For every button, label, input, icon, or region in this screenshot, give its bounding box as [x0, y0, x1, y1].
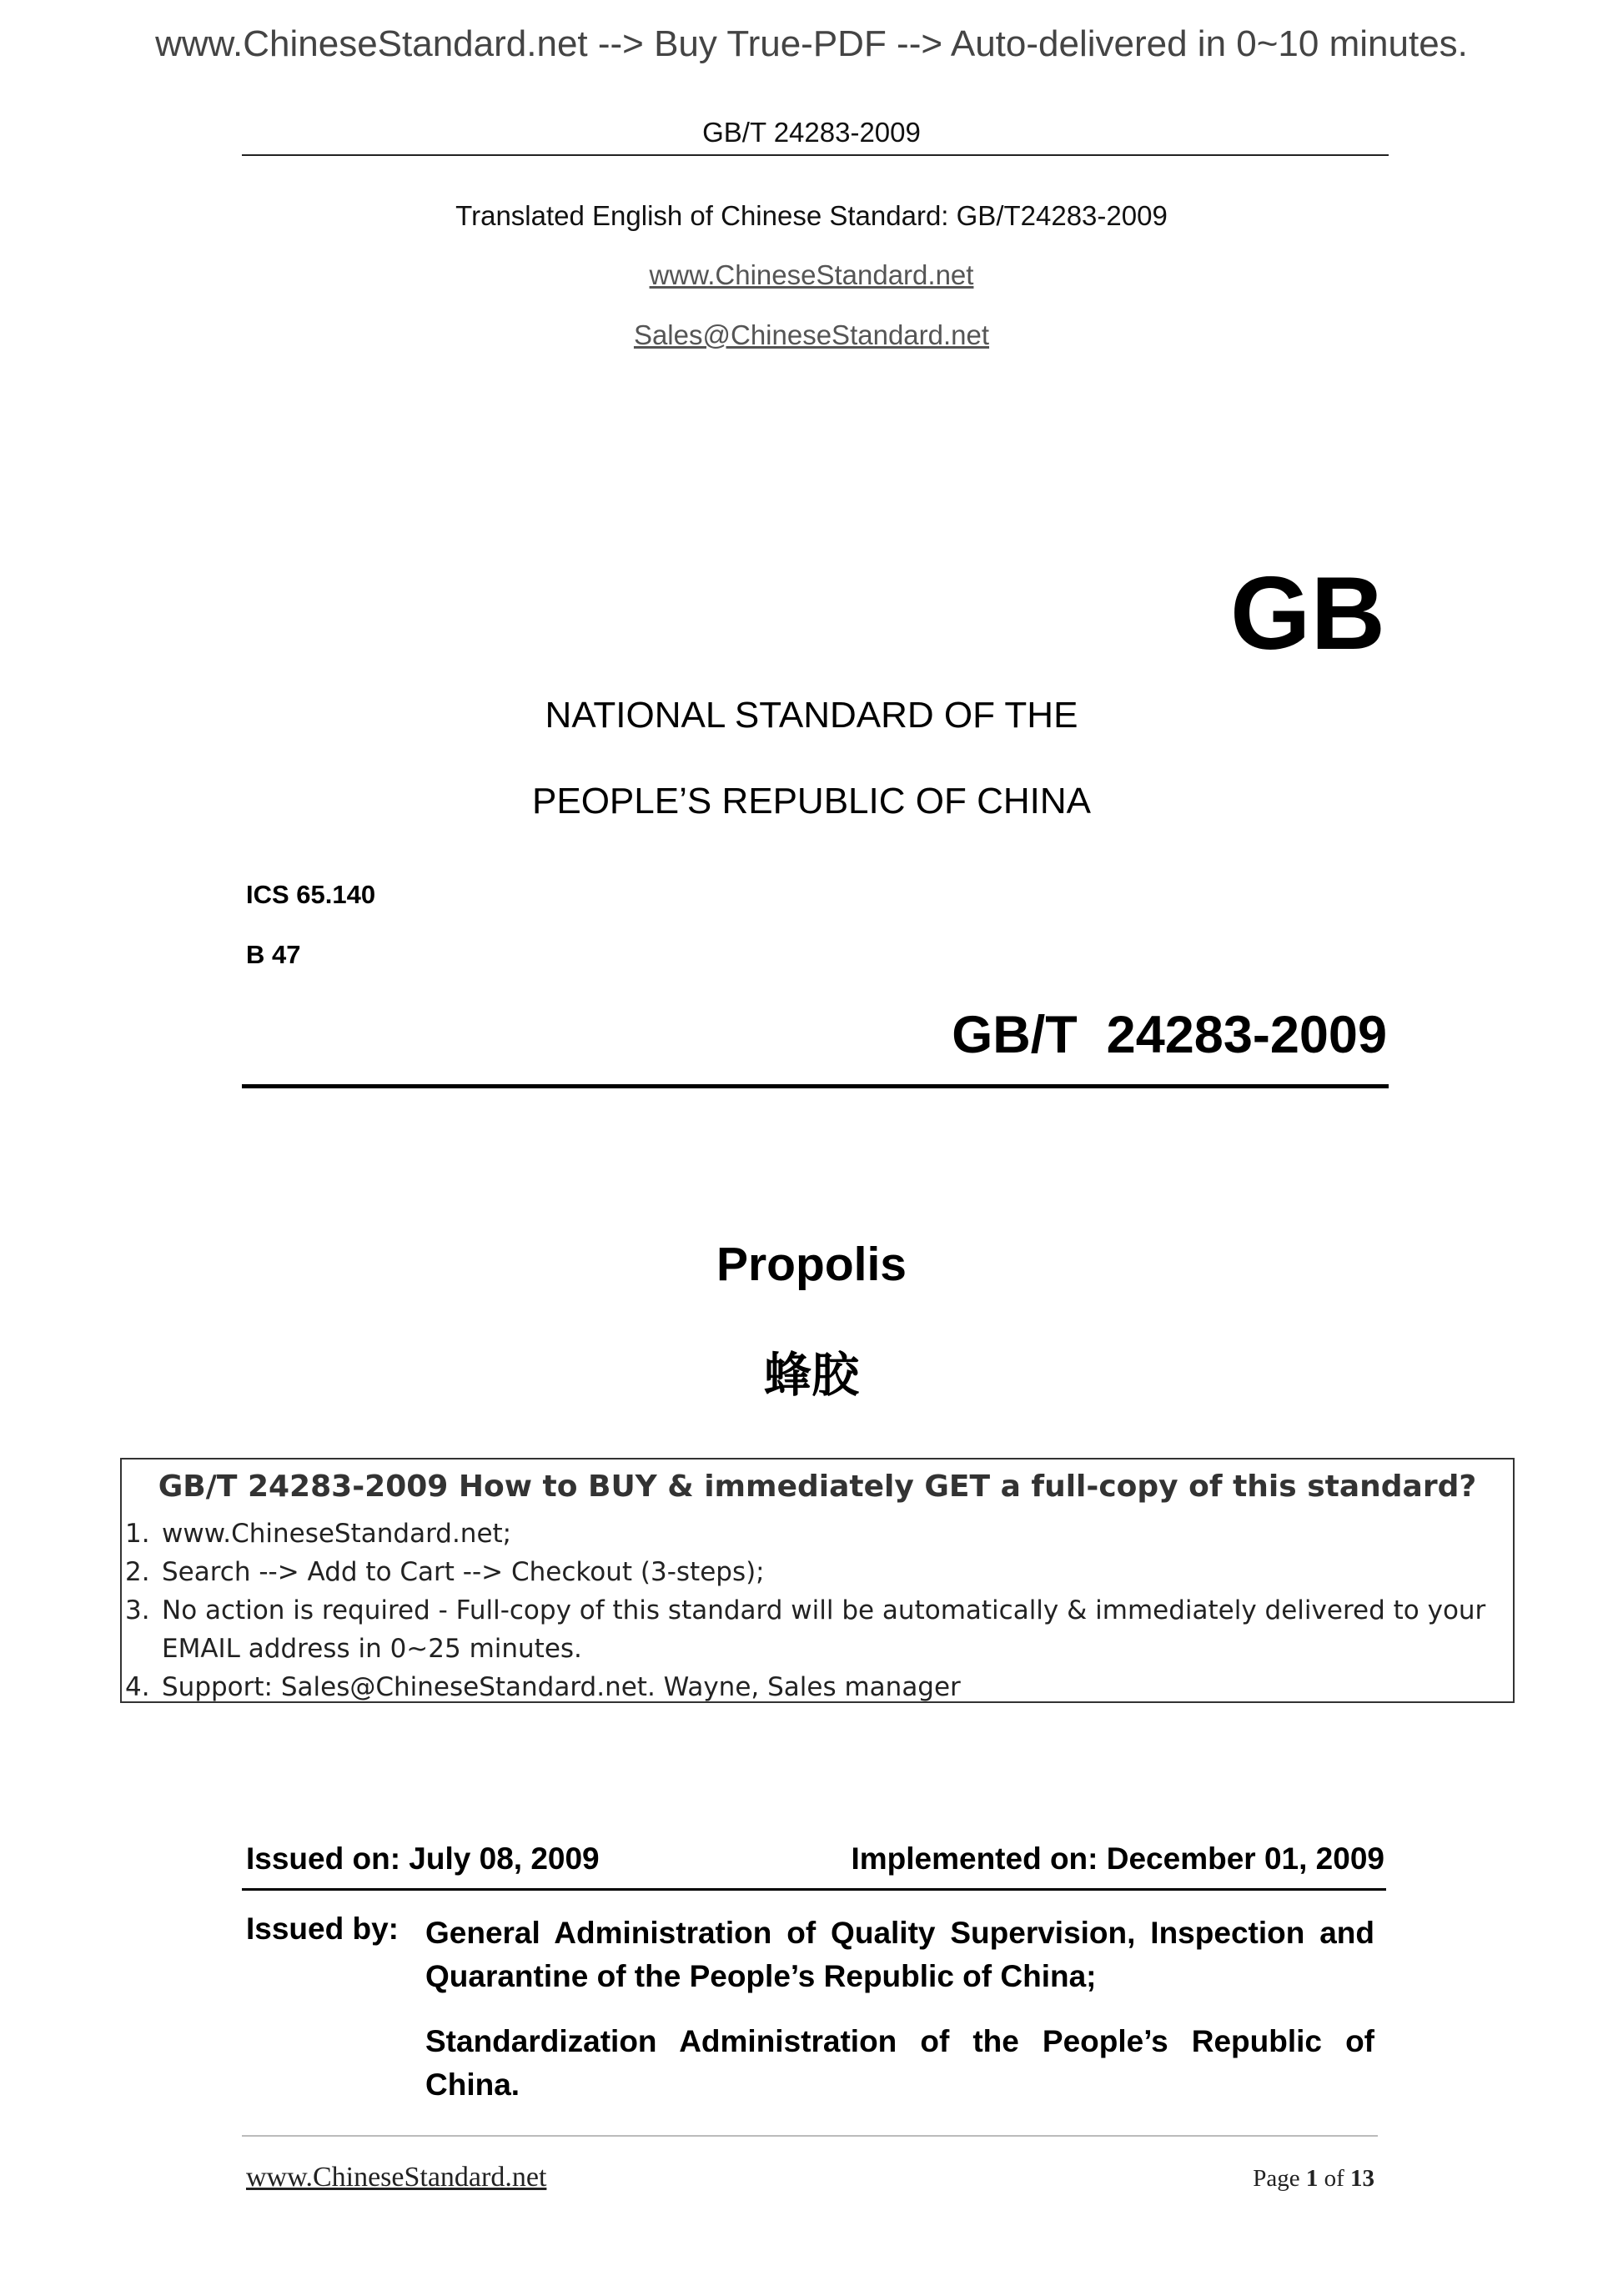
translated-note: Translated English of Chinese Standard: GB/T24283-2009 [455, 200, 1168, 231]
buy-step-number: 4. [125, 1672, 150, 1702]
issued-on: Issued on: July 08, 2009 [246, 1841, 600, 1876]
issuer-1: General Administration of Quality Supervision, Inspection and Quarantine of the People’s Republic of China; [425, 1916, 1374, 1993]
buy-step-number: 3. [125, 1595, 150, 1625]
issue-dates-row [246, 1841, 1384, 1876]
standard-number: GB/T 24283-2009 [952, 1006, 1387, 1064]
issuer-2: Standardization Administration of the People’s Republic of China. [425, 2024, 1374, 2102]
ics-code: ICS 65.140 [246, 880, 376, 909]
gb-mark: GB [1230, 556, 1385, 671]
footer-divider [242, 2135, 1378, 2137]
website-link-text[interactable]: www.ChineseStandard.net [649, 259, 974, 290]
title-english: Propolis [716, 1238, 907, 1291]
buy-instructions-box [120, 1458, 1515, 1703]
buy-step [125, 1553, 1496, 1591]
national-standard-line-2: PEOPLE’S REPUBLIC OF CHINA [532, 781, 1091, 821]
website-link[interactable] [0, 259, 1623, 291]
page-label: Page [1253, 2165, 1300, 2192]
buy-step-text: No action is required - Full-copy of this standard will be automatically & immediately delivered to your EMAIL address in 0~25 minutes. [162, 1595, 1486, 1664]
national-standard-line-1: NATIONAL STANDARD OF THE [545, 695, 1078, 736]
ccs-code: B 47 [246, 940, 301, 969]
issuers [425, 1912, 1374, 2128]
issued-by-label: Issued by: [246, 1912, 399, 1946]
page-of: of [1324, 2165, 1344, 2192]
email-link-text[interactable]: Sales@ChineseStandard.net [633, 319, 990, 350]
buy-step [125, 1668, 1496, 1706]
footer-website-link[interactable]: www.ChineseStandard.net [246, 2162, 547, 2193]
page-current: 1 [1305, 2165, 1319, 2192]
buy-step-text: Search --> Add to Cart --> Checkout (3-steps); [162, 1557, 765, 1587]
standard-number-rule [242, 1084, 1389, 1088]
buy-step [125, 1515, 1496, 1553]
implemented-on: Implemented on: December 01, 2009 [851, 1841, 1384, 1876]
buy-box-title: GB/T 24283-2009 How to BUY & immediately GET a full-copy of this standard? [158, 1470, 1477, 1504]
buy-step-number: 1. [125, 1519, 150, 1549]
page-total: 13 [1350, 2165, 1374, 2192]
buy-step-text: Support: Sales@ChineseStandard.net. Wayne, Sales manager [162, 1672, 961, 1702]
email-link[interactable] [0, 319, 1623, 351]
buy-step-text[interactable]: www.ChineseStandard.net; [162, 1519, 512, 1549]
header-doc-id: GB/T 24283-2009 [702, 117, 921, 148]
header-divider [242, 154, 1389, 156]
buy-steps-list [125, 1515, 1496, 1706]
title-chinese: 蜂胶 [764, 1349, 859, 1402]
issue-divider [242, 1888, 1386, 1891]
top-banner[interactable]: www.ChineseStandard.net --> Buy True-PDF --> Auto-delivered in 0~10 minutes. [155, 23, 1468, 64]
buy-step-number: 2. [125, 1557, 150, 1587]
buy-step [125, 1591, 1496, 1668]
page-indicator [1253, 2165, 1374, 2193]
